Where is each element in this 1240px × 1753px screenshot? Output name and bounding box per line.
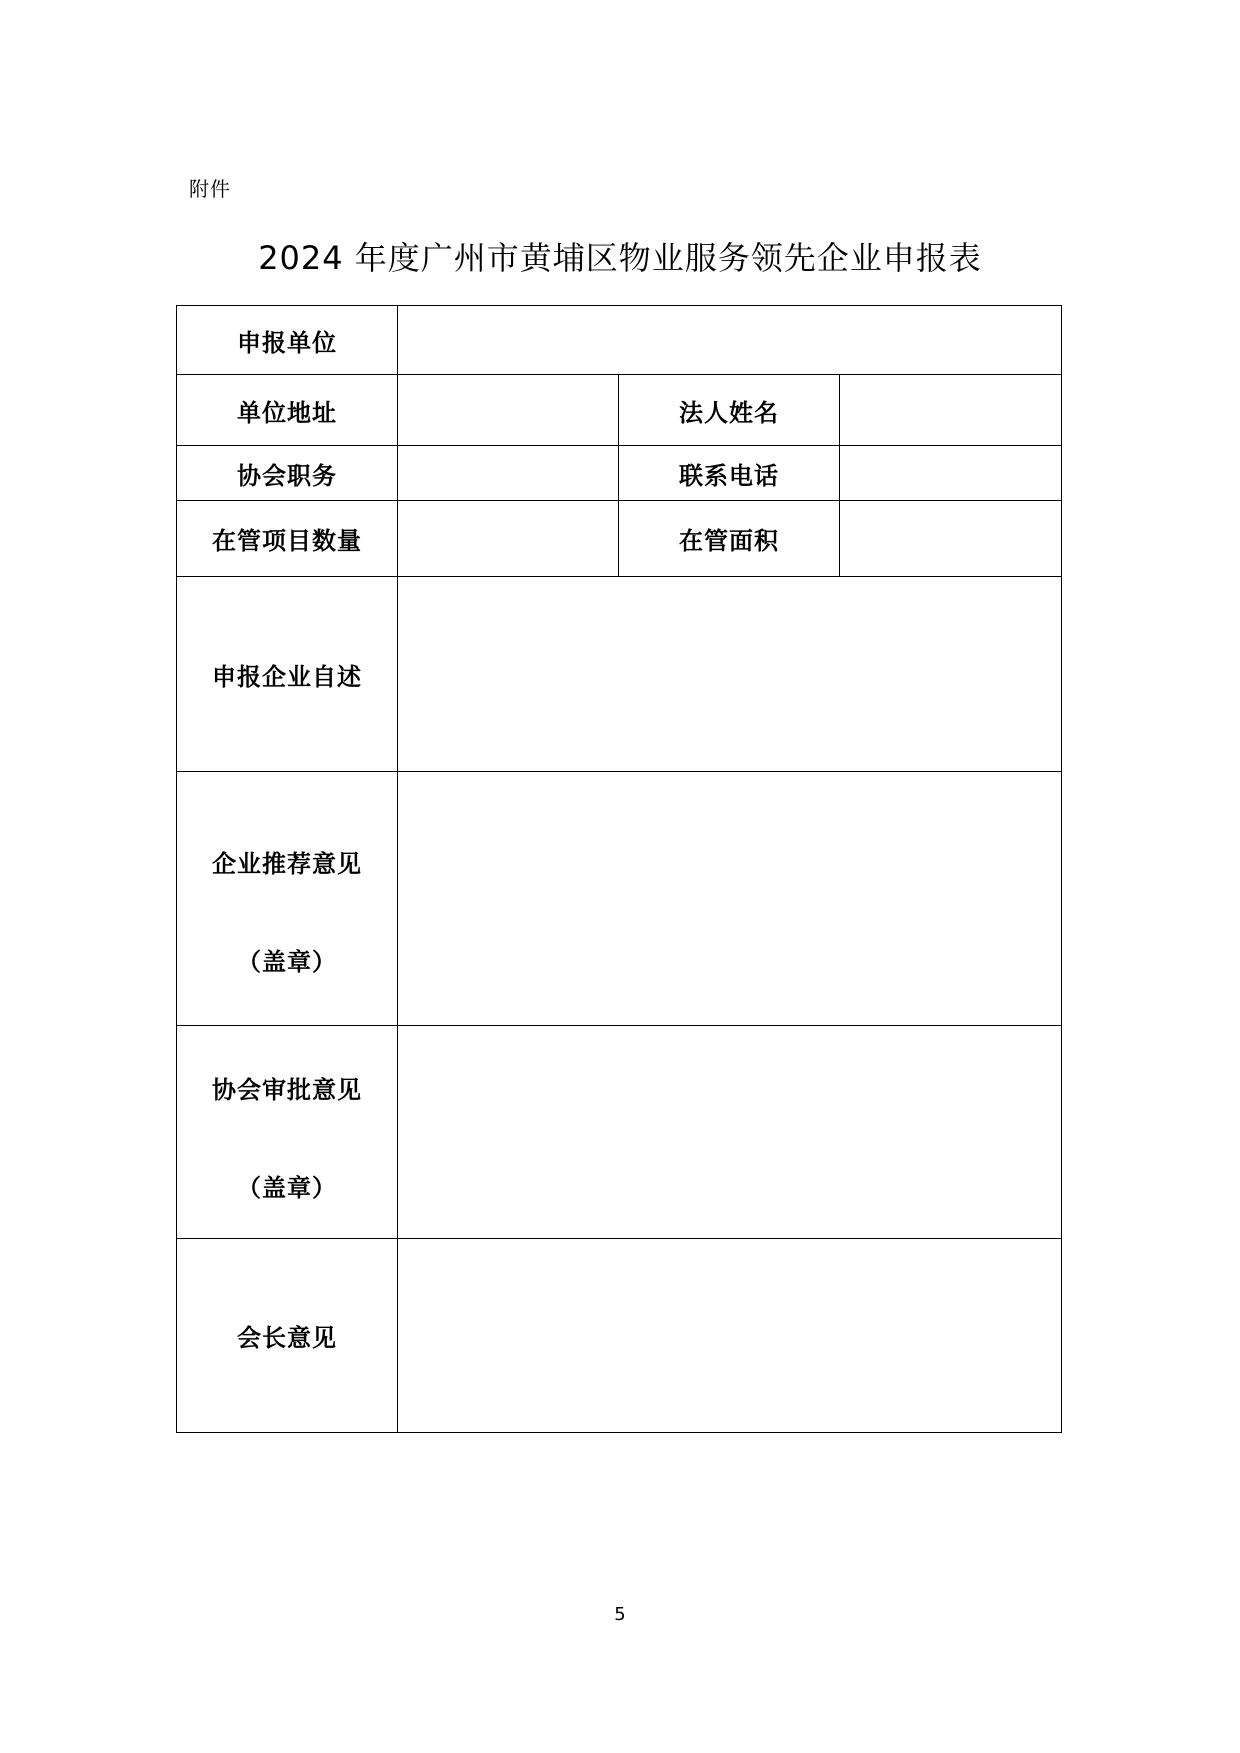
contact-phone-field[interactable]: [840, 446, 1062, 501]
enterprise-recommendation-field[interactable]: [398, 772, 1062, 1026]
form-row-self-statement: [177, 577, 1062, 772]
president-opinion-field[interactable]: [398, 1239, 1062, 1433]
president-opinion-label: 会长意见: [177, 1239, 398, 1433]
enterprise-recommendation-cell: [177, 772, 398, 1026]
association-position-label: 协会职务: [177, 446, 398, 501]
managed-projects-count-label: 在管项目数量: [177, 501, 398, 577]
self-statement-field[interactable]: [398, 577, 1062, 772]
enterprise-seal-label: （盖章）: [237, 948, 337, 976]
application-form-table: [176, 305, 1062, 1433]
document-title: 2024 年度广州市黄埔区物业服务领先企业申报表: [258, 239, 982, 277]
association-approval-field[interactable]: [398, 1026, 1062, 1239]
managed-area-label: 在管面积: [619, 501, 840, 577]
form-row-enterprise-recommendation: [177, 772, 1062, 1026]
form-row-applicant-unit: [177, 306, 1062, 375]
unit-address-label: 单位地址: [177, 375, 398, 446]
self-statement-label: 申报企业自述: [177, 577, 398, 772]
attachment-label: 附件: [189, 177, 231, 201]
form-row-address: [177, 375, 1062, 446]
legal-rep-name-label: 法人姓名: [619, 375, 840, 446]
association-seal-label: （盖章）: [237, 1174, 337, 1202]
form-row-association-approval: [177, 1026, 1062, 1239]
form-row-projects: [177, 501, 1062, 577]
association-approval-label: 协会审批意见: [212, 1076, 362, 1104]
form-row-president-opinion: [177, 1239, 1062, 1433]
contact-phone-label: 联系电话: [619, 446, 840, 501]
association-position-field[interactable]: [398, 446, 619, 501]
applicant-unit-label: 申报单位: [177, 306, 398, 375]
page-number: 5: [614, 1604, 626, 1625]
association-approval-cell: [177, 1026, 398, 1239]
enterprise-recommendation-label: 企业推荐意见: [212, 850, 362, 878]
applicant-unit-field[interactable]: [398, 306, 1062, 375]
legal-rep-name-field[interactable]: [840, 375, 1062, 446]
form-row-position: [177, 446, 1062, 501]
managed-area-field[interactable]: [840, 501, 1062, 577]
unit-address-field[interactable]: [398, 375, 619, 446]
managed-projects-count-field[interactable]: [398, 501, 619, 577]
